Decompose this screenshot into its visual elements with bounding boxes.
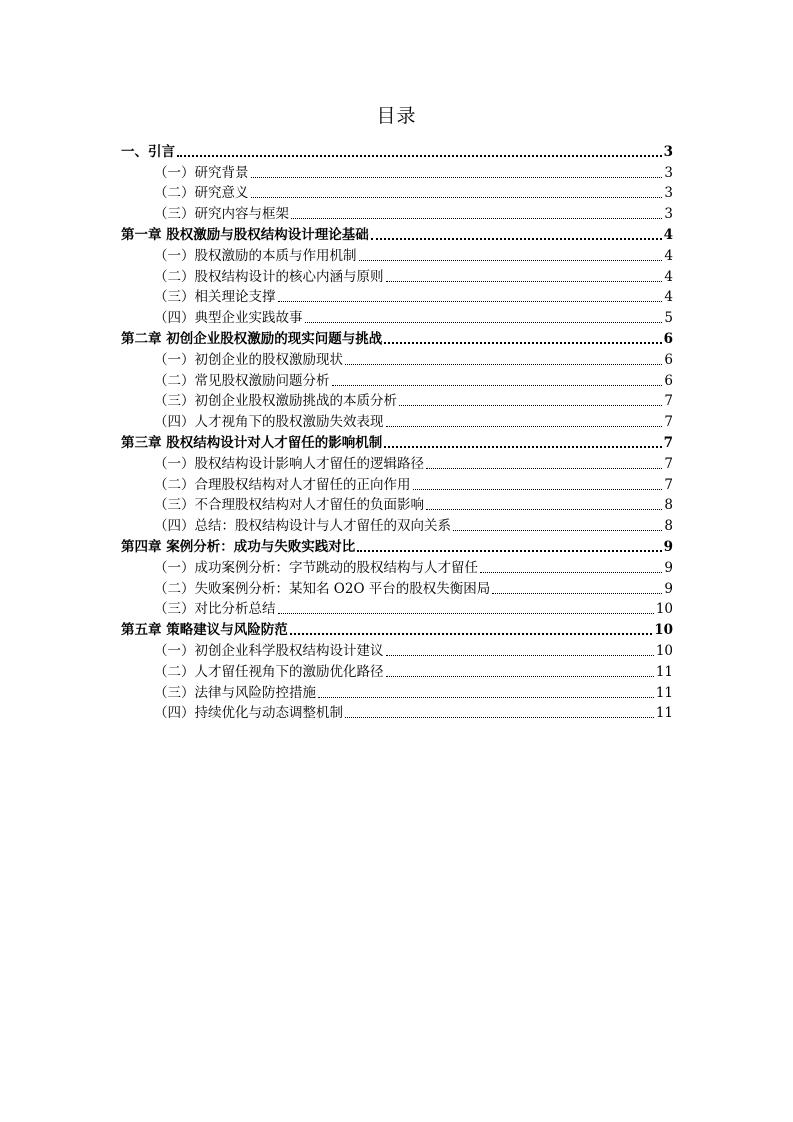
toc-entry-title: （一）股权激励的本质与作用机制 bbox=[154, 247, 357, 264]
toc-page-number: 6 bbox=[664, 351, 673, 368]
toc-section-entry[interactable] bbox=[121, 577, 673, 598]
toc-page-number: 4 bbox=[664, 289, 673, 306]
toc-page-number: 8 bbox=[664, 518, 673, 535]
toc-chapter-entry[interactable] bbox=[121, 140, 673, 161]
toc-entry-title: （四）总结：股权结构设计与人才留任的双向关系 bbox=[154, 518, 451, 535]
toc-section-entry[interactable] bbox=[121, 161, 673, 182]
toc-page-number: 4 bbox=[664, 268, 673, 285]
dot-leader bbox=[345, 717, 654, 718]
toc-page-number: 9 bbox=[664, 580, 673, 597]
dot-leader bbox=[290, 633, 653, 635]
dot-leader bbox=[357, 550, 661, 552]
toc-entry-title: （一）初创企业科学股权结构设计建议 bbox=[154, 642, 384, 659]
toc-page-number: 11 bbox=[655, 705, 673, 722]
toc-section-entry[interactable] bbox=[121, 182, 673, 203]
toc-entry-title: （三）法律与风险防控措施 bbox=[154, 684, 316, 701]
toc-entry-title: （一）股权结构设计影响人才留任的逻辑路径 bbox=[154, 455, 424, 472]
dot-leader bbox=[384, 446, 661, 448]
toc-page-number: 7 bbox=[664, 393, 673, 410]
toc-section-entry[interactable] bbox=[121, 452, 673, 473]
dot-leader bbox=[384, 342, 661, 344]
toc-entry-title: （四）人才视角下的股权激励失效表现 bbox=[154, 414, 384, 431]
toc-entry-title: （四）典型企业实践故事 bbox=[154, 310, 303, 327]
dot-leader bbox=[453, 530, 662, 531]
toc-page-number: 10 bbox=[655, 642, 673, 659]
toc-entry-title: （二）研究意义 bbox=[154, 185, 249, 202]
toc-page-number: 3 bbox=[664, 185, 673, 202]
toc-page-number: 7 bbox=[663, 434, 673, 451]
toc-section-entry[interactable] bbox=[121, 244, 673, 265]
dot-leader bbox=[386, 676, 654, 677]
toc-section-entry[interactable] bbox=[121, 410, 673, 431]
toc-entry-title: 第五章 策略建议与风险防范 bbox=[121, 622, 288, 639]
toc-page-number: 9 bbox=[664, 559, 673, 576]
dot-leader bbox=[386, 655, 654, 656]
toc-chapter-entry[interactable] bbox=[121, 618, 673, 639]
dot-leader bbox=[426, 509, 662, 510]
toc-entry-title: （二）常见股权激励问题分析 bbox=[154, 372, 330, 389]
dot-leader bbox=[399, 405, 662, 406]
dot-leader bbox=[359, 260, 663, 261]
dot-leader bbox=[251, 177, 663, 178]
toc-entry-title: （四）持续优化与动态调整机制 bbox=[154, 705, 343, 722]
toc-page-number: 3 bbox=[663, 143, 673, 160]
toc-page-number: 6 bbox=[663, 330, 673, 347]
dot-leader bbox=[371, 238, 662, 240]
toc-chapter-entry[interactable] bbox=[121, 535, 673, 556]
toc-entry-title: （一）研究背景 bbox=[154, 164, 249, 181]
toc-page-number: 11 bbox=[655, 684, 673, 701]
dot-leader bbox=[345, 364, 662, 365]
toc-entry-title: （三）研究内容与框架 bbox=[154, 206, 289, 223]
dot-leader bbox=[278, 613, 654, 614]
toc-page-number: 7 bbox=[664, 455, 673, 472]
dot-leader bbox=[480, 572, 662, 573]
dot-leader bbox=[492, 593, 662, 594]
toc-entry-title: （二）失败案例分析：某知名 O2O 平台的股权失衡困局 bbox=[154, 580, 491, 597]
toc-entry-title: 第一章 股权激励与股权结构设计理论基础 bbox=[121, 226, 369, 243]
toc-page-number: 10 bbox=[655, 601, 673, 618]
toc-section-entry[interactable] bbox=[121, 202, 673, 223]
toc-section-entry[interactable] bbox=[121, 681, 673, 702]
toc-section-entry[interactable] bbox=[121, 702, 673, 723]
toc-section-entry[interactable] bbox=[121, 598, 673, 619]
toc-section-entry[interactable] bbox=[121, 514, 673, 535]
toc-entry-title: 第二章 初创企业股权激励的现实问题与挑战 bbox=[121, 330, 383, 347]
toc-section-entry[interactable] bbox=[121, 660, 673, 681]
toc-page-number: 8 bbox=[664, 497, 673, 514]
toc-page-number: 4 bbox=[664, 247, 673, 264]
dot-leader bbox=[413, 489, 663, 490]
toc-page-number: 4 bbox=[663, 226, 673, 243]
toc-section-entry[interactable] bbox=[121, 286, 673, 307]
toc-section-entry[interactable] bbox=[121, 265, 673, 286]
dot-leader bbox=[318, 697, 654, 698]
dot-leader bbox=[426, 468, 662, 469]
toc-page-number: 3 bbox=[664, 164, 673, 181]
toc-section-entry[interactable] bbox=[121, 639, 673, 660]
toc-entry-title: 第四章 案例分析：成功与失败实践对比 bbox=[121, 538, 356, 555]
toc-section-entry[interactable] bbox=[121, 306, 673, 327]
toc-chapter-entry[interactable] bbox=[121, 223, 673, 244]
dot-leader bbox=[278, 301, 663, 302]
dot-leader bbox=[386, 281, 663, 282]
toc-page-number: 6 bbox=[664, 372, 673, 389]
toc-entry-title: 一、引言 bbox=[121, 143, 175, 160]
toc-chapter-entry[interactable] bbox=[121, 327, 673, 348]
toc-page-number: 10 bbox=[654, 622, 673, 639]
toc-page-number: 3 bbox=[664, 206, 673, 223]
toc-entry-title: （一）成功案例分析：字节跳动的股权结构与人才留任 bbox=[154, 559, 478, 576]
toc-chapter-entry[interactable] bbox=[121, 431, 673, 452]
dot-leader bbox=[305, 322, 663, 323]
toc-page-number: 7 bbox=[664, 414, 673, 431]
toc-title: 目录 bbox=[376, 105, 417, 127]
toc-entry-title: （二）合理股权结构对人才留任的正向作用 bbox=[154, 476, 411, 493]
dot-leader bbox=[251, 197, 663, 198]
toc-entry-title: （一）初创企业的股权激励现状 bbox=[154, 351, 343, 368]
toc-page-number: 9 bbox=[663, 538, 673, 555]
toc-entry-title: （二）股权结构设计的核心内涵与原则 bbox=[154, 268, 384, 285]
toc-page-number: 5 bbox=[664, 310, 673, 327]
toc-section-entry[interactable] bbox=[121, 494, 673, 515]
toc-page-number: 7 bbox=[664, 476, 673, 493]
dot-leader bbox=[386, 426, 663, 427]
dot-leader bbox=[291, 218, 662, 219]
table-of-contents bbox=[121, 140, 673, 722]
toc-page-number: 11 bbox=[655, 663, 673, 680]
toc-entry-title: （三）初创企业股权激励挑战的本质分析 bbox=[154, 393, 397, 410]
dot-leader bbox=[332, 385, 663, 386]
toc-section-entry[interactable] bbox=[121, 556, 673, 577]
toc-section-entry[interactable] bbox=[121, 390, 673, 411]
toc-entry-title: 第三章 股权结构设计对人才留任的影响机制 bbox=[121, 434, 383, 451]
toc-entry-title: （三）相关理论支撑 bbox=[154, 289, 276, 306]
toc-section-entry[interactable] bbox=[121, 348, 673, 369]
toc-section-entry[interactable] bbox=[121, 473, 673, 494]
toc-section-entry[interactable] bbox=[121, 369, 673, 390]
dot-leader bbox=[177, 155, 662, 157]
toc-entry-title: （三）不合理股权结构对人才留任的负面影响 bbox=[154, 497, 424, 514]
toc-entry-title: （二）人才留任视角下的激励优化路径 bbox=[154, 663, 384, 680]
toc-entry-title: （三）对比分析总结 bbox=[154, 601, 276, 618]
